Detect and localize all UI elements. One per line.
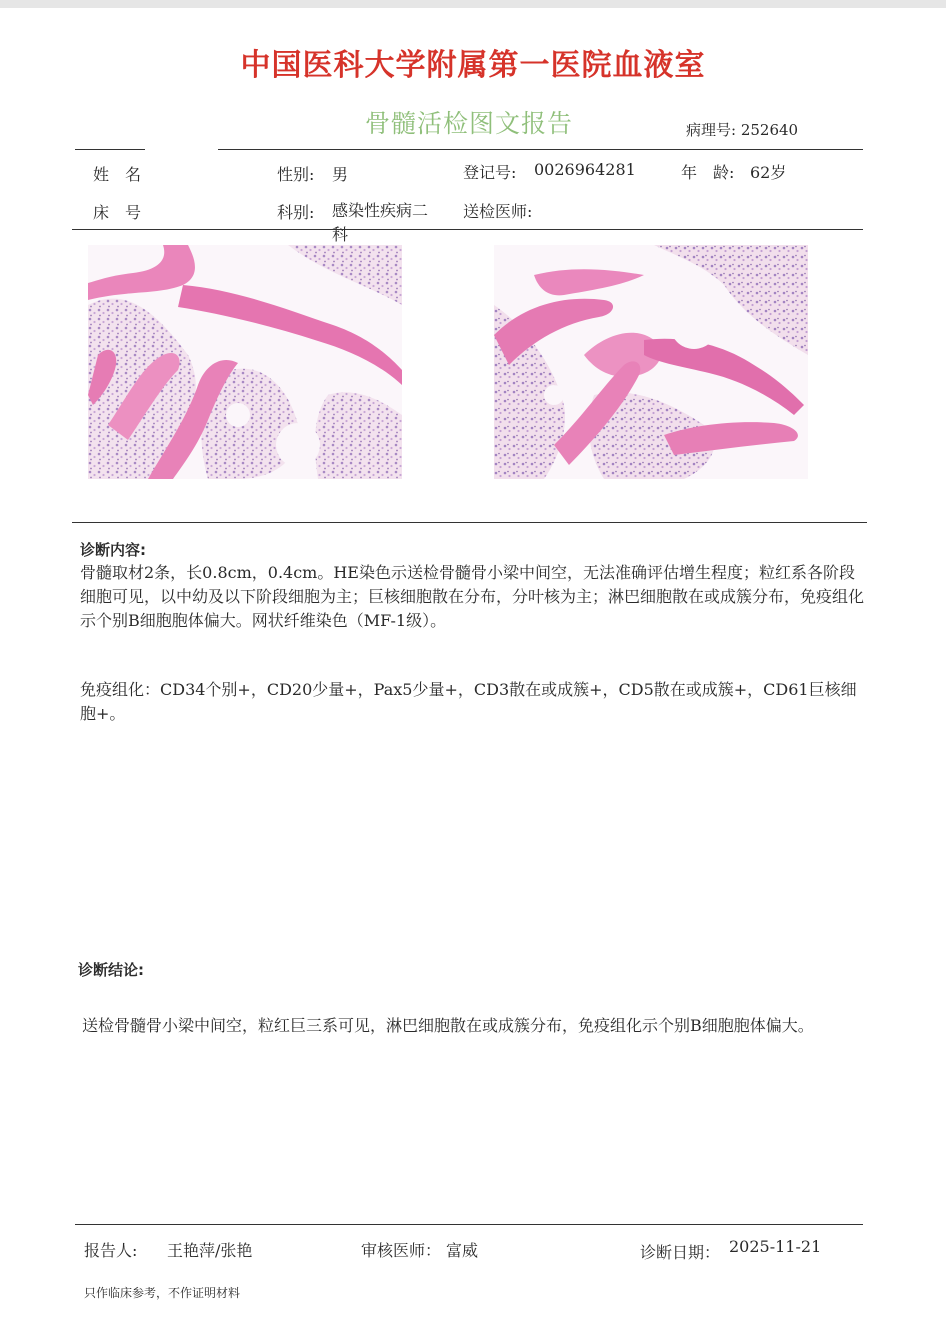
bed-label: 床 号	[93, 203, 142, 222]
reporter-value: 王艳萍/张艳	[167, 1241, 253, 1260]
diagnosis-conclusion-text: 送检骨髓骨小梁中间空，粒红巨三系可见，淋巴细胞散在或成簇分布，免疫组化示个别B细胞胞体偏大。	[82, 1016, 814, 1035]
footer-rule	[75, 1224, 863, 1225]
histology-right-drawing	[494, 245, 808, 479]
dept-label: 科别:	[277, 203, 315, 222]
disclaimer-note: 只作临床参考，不作证明材料	[84, 1286, 241, 1300]
dept-value: 感染性疾病二科	[332, 201, 429, 244]
pathology-number-label: 病理号:	[686, 121, 737, 139]
header-rule-short	[75, 149, 145, 150]
sex-value: 男	[332, 165, 349, 184]
histology-image-right	[494, 245, 808, 479]
name-label: 姓 名	[93, 165, 142, 184]
images-bottom-rule	[72, 522, 867, 523]
reviewer-label: 审核医师：	[361, 1241, 442, 1260]
pathology-number	[686, 119, 798, 140]
histology-left-drawing	[88, 245, 402, 479]
diagnosis-content-text: 骨髓取材2条，长0.8cm，0.4cm。HE染色示送检骨髓骨小梁中间空，无法准确评估增生程度；粒红系各阶段细胞可见，以中幼及以下阶段细胞为主；巨核细胞散在分布，分叶核为主；淋巴细胞散在或成簇分布，免疫组化示个别B细胞胞体偏大。网状纤维染色（MF-1级）。	[80, 563, 865, 630]
reporter-label: 报告人:	[84, 1241, 138, 1260]
pathology-number-value: 252640	[740, 121, 799, 139]
top-edge-bar	[0, 0, 946, 8]
header-rule-long	[218, 149, 863, 150]
doctor-label: 送检医师:	[463, 202, 533, 221]
patient-info-rule	[72, 229, 863, 230]
diagnosis-conclusion-title: 诊断结论:	[78, 961, 144, 979]
age-label: 年 龄:	[681, 163, 735, 182]
immunohistochemistry-text: 免疫组化：CD34个别+，CD20少量+，Pax5少量+，CD3散在或成簇+，CD5散在或成簇+，CD61巨核细胞+。	[80, 680, 857, 723]
report-title: 骨髓活检图文报告	[365, 109, 574, 138]
reg-value: 0026964281	[534, 160, 636, 179]
reviewer-value: 富威	[446, 1241, 479, 1260]
diagnosis-date-value: 2025-11-21	[729, 1237, 822, 1256]
age-value: 62岁	[750, 163, 787, 182]
hospital-title: 中国医科大学附属第一医院血液室	[240, 48, 706, 83]
diagnosis-date-label: 诊断日期：	[640, 1243, 721, 1262]
reg-label: 登记号:	[463, 163, 517, 182]
histology-image-left	[88, 245, 402, 479]
diagnosis-content-title: 诊断内容:	[80, 541, 146, 559]
sex-label: 性别:	[277, 165, 315, 184]
